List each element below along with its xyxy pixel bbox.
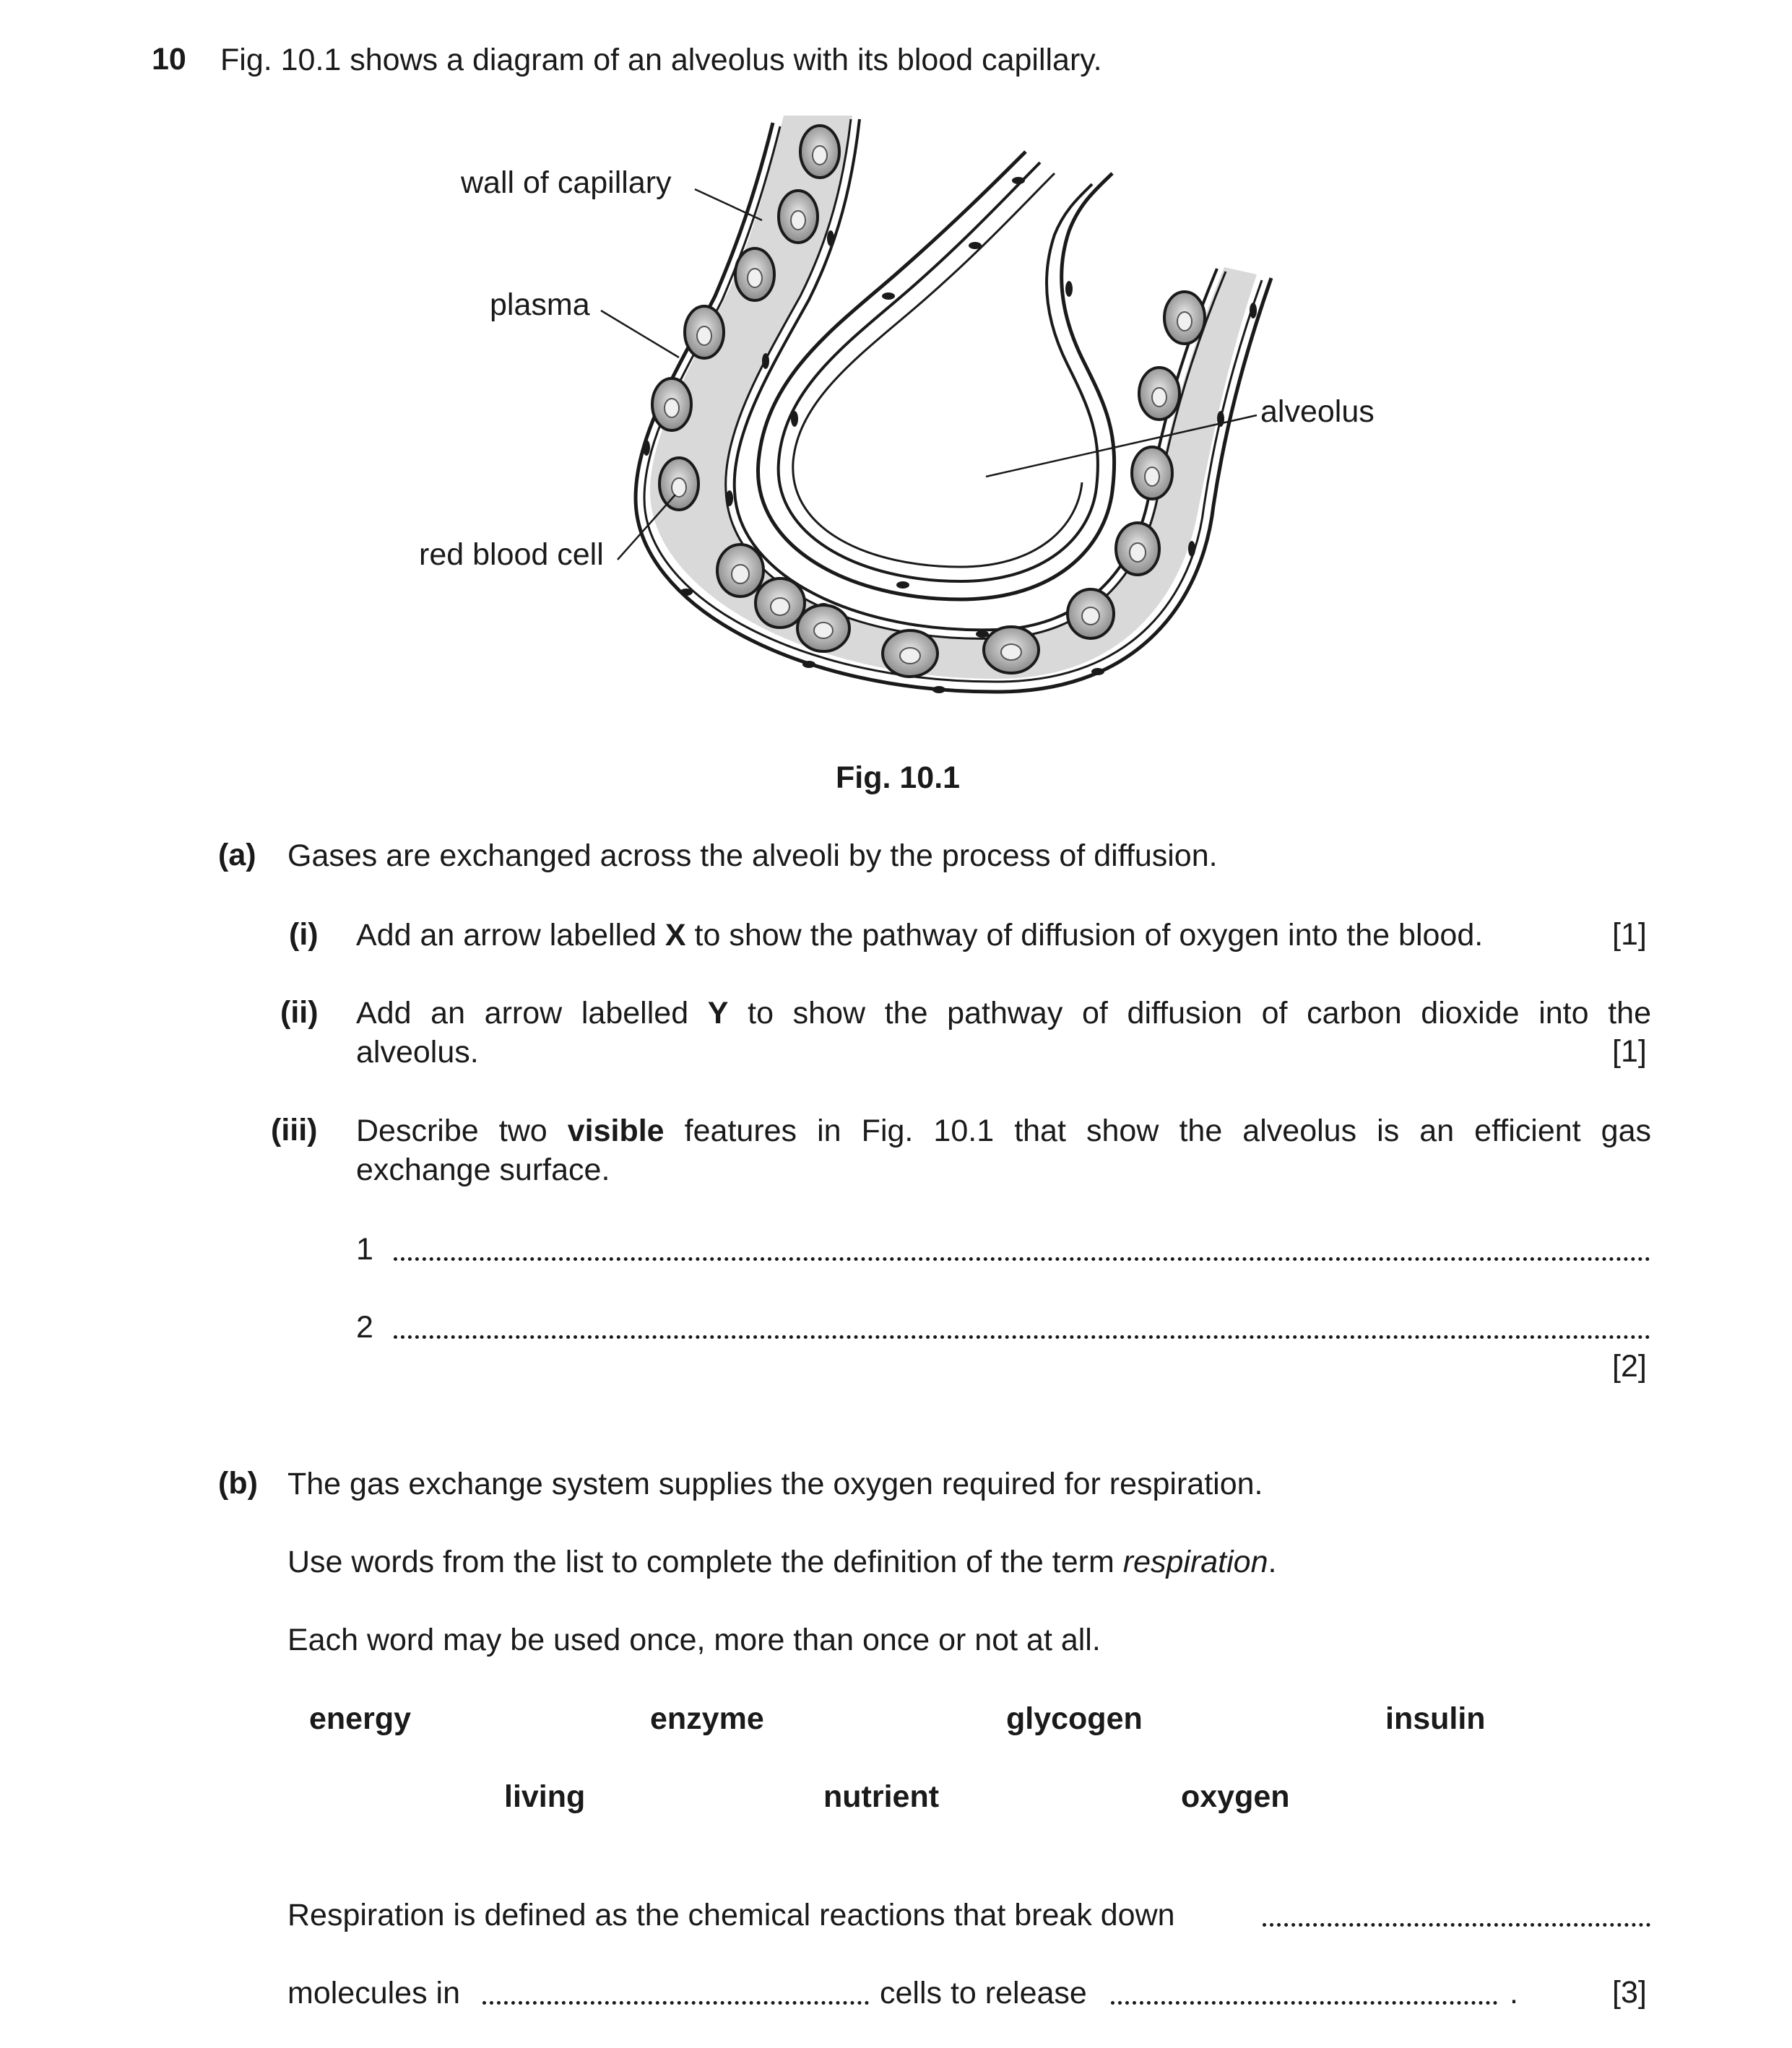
- word-energy: energy: [309, 1701, 412, 1736]
- blank-1[interactable]: [1263, 1919, 1650, 1927]
- blank-3[interactable]: [1111, 1997, 1497, 2005]
- word-living: living: [504, 1779, 586, 1814]
- question-number: 10: [152, 42, 186, 77]
- part-a-stem: Gases are exchanged across the alveoli by the process of diffusion.: [287, 838, 1218, 873]
- answer-2-number: 2: [356, 1310, 373, 1345]
- leader-alveolus: [986, 415, 1257, 477]
- part-a-ii-line2: alveolus.: [356, 1035, 479, 1069]
- answer-2-line[interactable]: [394, 1331, 1650, 1339]
- part-a-ii-label: (ii): [280, 995, 319, 1030]
- part-b-label: (b): [218, 1466, 258, 1501]
- word-oxygen: oxygen: [1181, 1779, 1290, 1814]
- question-intro: Fig. 10.1 shows a diagram of an alveolus with its blood capillary.: [220, 43, 1102, 77]
- part-b-marks: [3]: [1612, 1975, 1647, 2010]
- figure-caption: Fig. 10.1: [836, 760, 961, 795]
- label-red-blood-cell: red blood cell: [419, 537, 604, 572]
- blank-2[interactable]: [482, 1997, 869, 2005]
- respiration-sentence-2c: .: [1510, 1976, 1518, 2010]
- answer-1-number: 1: [356, 1232, 373, 1267]
- part-b-note: Each word may be used once, more than once or not at all.: [287, 1623, 1101, 1657]
- label-plasma: plasma: [490, 287, 590, 322]
- part-a-i-text: Add an arrow labelled X to show the pathway of diffusion of oxygen into the blood.: [356, 918, 1484, 953]
- label-alveolus: alveolus: [1260, 394, 1375, 429]
- part-a-label: (a): [218, 838, 256, 872]
- part-a-i-marks: [1]: [1612, 917, 1647, 952]
- part-a-i-label: (i): [289, 917, 319, 952]
- word-glycogen: glycogen: [1006, 1701, 1143, 1736]
- label-wall-of-capillary: wall of capillary: [461, 165, 672, 200]
- answer-1-line[interactable]: [394, 1253, 1650, 1261]
- word-enzyme: enzyme: [650, 1701, 764, 1736]
- part-a-ii-text: Add an arrow labelled Y to show the pathway of diffusion of carbon dioxide into the: [356, 996, 1651, 1030]
- respiration-sentence-2a: molecules in: [287, 1976, 460, 2010]
- part-b-stem: The gas exchange system supplies the oxygen required for respiration.: [287, 1467, 1263, 1501]
- word-insulin: insulin: [1385, 1701, 1486, 1736]
- part-a-iii-marks: [2]: [1612, 1349, 1647, 1384]
- part-a-iii-line2: exchange surface.: [356, 1153, 610, 1187]
- part-a-ii-marks: [1]: [1612, 1034, 1647, 1069]
- leader-plasma: [601, 311, 679, 357]
- respiration-sentence-1: Respiration is defined as the chemical reactions that break down: [287, 1898, 1175, 1932]
- word-nutrient: nutrient: [823, 1779, 940, 1814]
- part-b-instruction: Use words from the list to complete the definition of the term respiration.: [287, 1545, 1277, 1579]
- respiration-sentence-2b: cells to release: [880, 1976, 1087, 2010]
- part-a-iii-label: (iii): [271, 1113, 318, 1147]
- part-a-iii-text: Describe two visible features in Fig. 10.1 that show the alveolus is an efficient gas: [356, 1114, 1652, 1148]
